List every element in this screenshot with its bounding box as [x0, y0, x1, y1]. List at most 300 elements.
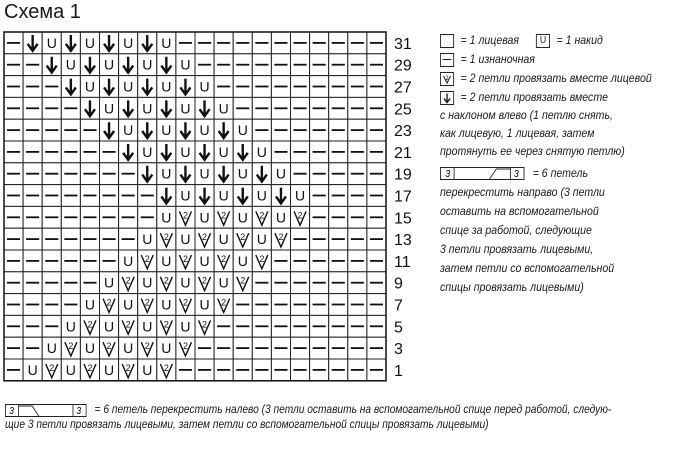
- yarn-over-mark: U: [199, 122, 210, 139]
- chart-cell: [329, 272, 348, 294]
- chart-cell: [367, 272, 386, 294]
- chart-cell: [310, 272, 329, 294]
- chart-cell: [4, 76, 23, 98]
- yarn-over-mark: U: [218, 231, 229, 248]
- chart-cell: [367, 228, 386, 250]
- yarn-over-mark: U: [218, 100, 229, 117]
- chart-cell: [42, 163, 61, 185]
- chart-cell: [252, 97, 271, 119]
- chart-cell: [348, 76, 367, 98]
- k2tog-count: 2: [182, 253, 188, 264]
- chart-cell: [195, 228, 214, 250]
- chart-cell: [195, 54, 214, 76]
- legend-k2tog-left: = 2 петли провязать вместе: [440, 90, 608, 105]
- chart-cell: [61, 359, 80, 381]
- chart-cell: [271, 119, 290, 141]
- chart-cell: [329, 141, 348, 163]
- k2tog-count: 2: [297, 210, 303, 221]
- chart-cell: [42, 185, 61, 207]
- chart-cell: [61, 141, 80, 163]
- chart-cell: [176, 359, 195, 381]
- chart-cell: [195, 294, 214, 316]
- yarn-over-mark: U: [180, 56, 191, 73]
- yarn-over-mark: U: [180, 143, 191, 160]
- chart-cell: [23, 206, 42, 228]
- chart-cell: [367, 32, 386, 54]
- yarn-over-mark: U: [46, 340, 57, 357]
- knit-symbol-icon: [440, 34, 454, 48]
- chart-cell: [23, 76, 42, 98]
- k2tog-count: 2: [125, 362, 131, 373]
- yarn-over-mark: U: [123, 34, 134, 51]
- row-label: 19: [394, 166, 412, 184]
- yarn-over-mark: U: [294, 187, 306, 204]
- chart-cell: [4, 141, 23, 163]
- yarn-over-mark: U: [199, 78, 210, 95]
- chart-cell: [176, 315, 195, 337]
- yarn-over-mark: U: [237, 165, 248, 182]
- chart-cell: [348, 359, 367, 381]
- chart-cell: [80, 315, 99, 337]
- chart-cell: [271, 185, 290, 207]
- yarn-over-mark: U: [180, 231, 191, 248]
- yarn-over-mark: U: [180, 187, 191, 204]
- chart-cell: [138, 54, 157, 76]
- chart-cell: [310, 337, 329, 359]
- chart-cell: [61, 97, 80, 119]
- chart-cell: [100, 141, 119, 163]
- chart-cell: [157, 359, 176, 381]
- chart-cell: [157, 141, 176, 163]
- chart-cell: [176, 141, 195, 163]
- chart-cell: [233, 185, 252, 207]
- chart-cell: [138, 359, 157, 381]
- chart-cell: [80, 294, 99, 316]
- chart-cell: [138, 294, 157, 316]
- chart-cell: [271, 54, 290, 76]
- cable-left-note-line2: щие 3 петли провязать лицевыми, затем петли со вспомогательной спицы провязать лицевыми): [5, 417, 489, 432]
- k2tog-count: 2: [49, 362, 55, 373]
- chart-cell: [4, 250, 23, 272]
- yarn-over-symbol-icon: U: [536, 34, 550, 48]
- chart-cell: [80, 32, 99, 54]
- legend-k2tog-left-line4: протянуть ее через снятую петлю): [440, 144, 625, 158]
- chart-cell: [329, 185, 348, 207]
- chart-cell: [214, 272, 233, 294]
- chart-cell: [214, 206, 233, 228]
- yarn-over-mark: U: [161, 165, 172, 182]
- chart-cell: [271, 141, 290, 163]
- chart-cell: [4, 294, 23, 316]
- k2tog-count: 2: [144, 297, 150, 308]
- chart-cell: [291, 32, 310, 54]
- chart-cell: [214, 228, 233, 250]
- cable-left-symbol-icon: [5, 402, 87, 417]
- chart-cell: [233, 250, 252, 272]
- chart-cell: [214, 141, 233, 163]
- row-labels: [394, 36, 412, 380]
- row-label: 9: [394, 275, 403, 293]
- row-label: 13: [394, 232, 412, 250]
- chart-cell: [119, 32, 138, 54]
- chart-cell: [4, 97, 23, 119]
- k2tog-count: 2: [125, 275, 131, 286]
- chart-cell: [119, 315, 138, 337]
- chart-cell: [367, 163, 386, 185]
- chart-cell: [23, 294, 42, 316]
- chart-cell: [310, 359, 329, 381]
- k2tog-count: 2: [182, 341, 188, 352]
- chart-cell: [291, 272, 310, 294]
- chart-cell: [271, 163, 290, 185]
- k2tog-count: 2: [87, 362, 93, 373]
- chart-cell: [252, 163, 271, 185]
- chart-cell: [329, 250, 348, 272]
- chart-cell: [157, 119, 176, 141]
- chart-cell: [348, 228, 367, 250]
- chart-cell: [138, 97, 157, 119]
- yarn-over-mark: U: [142, 143, 153, 160]
- chart-cell: [176, 76, 195, 98]
- chart-cell: [176, 294, 195, 316]
- chart-cell: [252, 272, 271, 294]
- chart-cell: [176, 97, 195, 119]
- chart-cell: [271, 315, 290, 337]
- chart-cell: [367, 294, 386, 316]
- chart-cell: [329, 32, 348, 54]
- chart-cell: [310, 163, 329, 185]
- yarn-over-mark: U: [84, 296, 96, 313]
- chart-cell: [252, 315, 271, 337]
- chart-cell: [271, 76, 290, 98]
- chart-cell: [100, 97, 119, 119]
- chart-cell: [119, 294, 138, 316]
- chart-cell: [61, 337, 80, 359]
- yarn-over-mark: U: [180, 100, 191, 117]
- chart-cell: [291, 76, 310, 98]
- k2tog-count: 2: [202, 232, 208, 243]
- chart-cell: [157, 185, 176, 207]
- chart-cell: [176, 206, 195, 228]
- chart-cell: [310, 206, 329, 228]
- chart-cell: [4, 163, 23, 185]
- cable-right-right-count: 3: [513, 167, 519, 180]
- k2tog-count: 2: [87, 319, 93, 330]
- legend-cable-right-line6: затем петли со вспомогательной: [440, 261, 615, 275]
- chart-cell: [23, 141, 42, 163]
- chart-cell: [80, 337, 99, 359]
- chart-cell: [310, 228, 329, 250]
- yarn-over-mark: U: [161, 209, 172, 226]
- chart-cell: [348, 206, 367, 228]
- chart-cell: [195, 206, 214, 228]
- chart-cell: [271, 359, 290, 381]
- chart-cell: [252, 76, 271, 98]
- legend-cable-right-line4: спице за работой, следующие: [440, 223, 592, 237]
- chart-cell: [348, 294, 367, 316]
- chart-cell: [100, 359, 119, 381]
- chart-cell: [271, 294, 290, 316]
- chart-cell: [367, 141, 386, 163]
- chart-cell: [233, 163, 252, 185]
- chart-cell: [367, 119, 386, 141]
- yarn-over-mark: U: [199, 252, 210, 269]
- chart-cell: [367, 315, 386, 337]
- chart-cell: [176, 32, 195, 54]
- row-label: 31: [394, 35, 412, 53]
- k2tog-count: 2: [163, 319, 169, 330]
- chart-cell: [80, 163, 99, 185]
- k2tog-count: 2: [240, 275, 246, 286]
- yarn-over-mark: U: [65, 318, 76, 335]
- yarn-over-mark: U: [237, 122, 248, 139]
- chart-cell: [252, 359, 271, 381]
- chart-cell: [138, 250, 157, 272]
- chart-cell: [42, 76, 61, 98]
- chart-cell: [61, 54, 80, 76]
- yarn-over-mark: U: [142, 56, 153, 73]
- chart-cell: [367, 250, 386, 272]
- k2tog-count: 2: [240, 232, 246, 243]
- chart-cell: [100, 294, 119, 316]
- chart-cell: [138, 141, 157, 163]
- k2tog-count: 2: [163, 362, 169, 373]
- chart-cell: [23, 97, 42, 119]
- chart-cell: [291, 294, 310, 316]
- cable-left-note: [5, 402, 611, 432]
- chart-cell: [80, 228, 99, 250]
- k2tog-count: 2: [144, 253, 150, 264]
- chart-cell: [61, 315, 80, 337]
- k2tog-left-symbol-icon: [440, 91, 454, 105]
- chart-cell: [348, 32, 367, 54]
- cable-left-note-line1: 3 3 = 6 петель перекрестить налево (3 петли оставить на вспомогательной спице перед работой, следую-: [5, 402, 611, 417]
- chart-cell: [119, 119, 138, 141]
- chart-cell: [157, 250, 176, 272]
- chart-cell: [367, 359, 386, 381]
- yarn-over-mark: U: [142, 318, 153, 335]
- chart-cell: [80, 54, 99, 76]
- chart-cell: [4, 359, 23, 381]
- chart-cell: [233, 228, 252, 250]
- row-label: 5: [394, 319, 403, 337]
- svg-text:2: 2: [445, 75, 449, 82]
- chart-cell: [80, 97, 99, 119]
- chart-cell: [80, 76, 99, 98]
- legend-purl: = 1 изнаночная: [440, 52, 535, 67]
- chart-cell: [23, 185, 42, 207]
- chart-cell: [119, 141, 138, 163]
- cable-left-right-count: 3: [76, 405, 82, 416]
- yarn-over-mark: U: [218, 187, 229, 204]
- row-label: 21: [394, 144, 412, 162]
- yarn-over-mark: U: [256, 143, 267, 160]
- k2tog-count: 2: [202, 319, 208, 330]
- chart-cell: [214, 250, 233, 272]
- chart-cell: [348, 141, 367, 163]
- chart-cell: [329, 228, 348, 250]
- k2tog-symbol-icon: [440, 72, 454, 86]
- chart-cell: [119, 337, 138, 359]
- chart-cell: [61, 185, 80, 207]
- chart-cell: [214, 76, 233, 98]
- chart-cell: [310, 250, 329, 272]
- chart-cell: [252, 141, 271, 163]
- chart-cell: [61, 294, 80, 316]
- yarn-over-mark: U: [103, 56, 115, 73]
- yarn-over-mark: U: [123, 122, 134, 139]
- chart-cell: [119, 206, 138, 228]
- chart-cell: [4, 272, 23, 294]
- chart-cell: [100, 228, 119, 250]
- yarn-over-mark: U: [46, 34, 57, 51]
- yarn-over-mark: U: [103, 361, 115, 378]
- chart-cell: [42, 141, 61, 163]
- chart-cell: [233, 32, 252, 54]
- chart-cell: [291, 250, 310, 272]
- chart-cell: [4, 185, 23, 207]
- k2tog-count: 2: [125, 319, 131, 330]
- chart-cell: [233, 206, 252, 228]
- chart-cell: [291, 337, 310, 359]
- chart-cell: [176, 272, 195, 294]
- chart-cell: [80, 359, 99, 381]
- chart-cell: [119, 97, 138, 119]
- chart-cell: [80, 119, 99, 141]
- cable-right-left-count: 3: [445, 167, 451, 180]
- row-label: 27: [394, 79, 412, 97]
- chart-cell: [233, 76, 252, 98]
- chart-cell: [4, 206, 23, 228]
- chart-cell: [80, 272, 99, 294]
- chart-cell: [252, 206, 271, 228]
- chart-cell: [233, 141, 252, 163]
- chart-cell: [157, 163, 176, 185]
- chart-cell: [214, 97, 233, 119]
- chart-cell: [100, 119, 119, 141]
- yarn-over-mark: U: [103, 100, 115, 117]
- chart-cell: [291, 315, 310, 337]
- yarn-over-mark: U: [142, 361, 153, 378]
- purl-symbol-icon: [440, 53, 454, 67]
- k2tog-count: 2: [259, 253, 265, 264]
- chart-cell: [23, 228, 42, 250]
- row-label: 1: [394, 362, 403, 380]
- row-label: 25: [394, 101, 412, 119]
- chart-cell: [252, 228, 271, 250]
- chart-cell: [310, 32, 329, 54]
- chart-title: Схема 1: [4, 1, 81, 23]
- chart-cell: [176, 337, 195, 359]
- chart-cell: [61, 228, 80, 250]
- chart-cell: [195, 141, 214, 163]
- chart-cell: [271, 32, 290, 54]
- chart-cell: [61, 250, 80, 272]
- chart-cell: [176, 54, 195, 76]
- chart-cell: [42, 32, 61, 54]
- yarn-over-mark: U: [256, 187, 267, 204]
- chart-cell: [157, 32, 176, 54]
- chart-cell: [157, 97, 176, 119]
- k2tog-count: 2: [163, 232, 169, 243]
- yarn-over-mark: U: [123, 78, 134, 95]
- yarn-over-mark: U: [27, 361, 38, 378]
- chart-cell: [138, 185, 157, 207]
- row-label: 7: [394, 297, 403, 315]
- chart-cell: [271, 250, 290, 272]
- chart-cell: [252, 185, 271, 207]
- chart-cell: [100, 163, 119, 185]
- chart-cell: [348, 97, 367, 119]
- k2tog-count: 2: [221, 253, 227, 264]
- yarn-over-mark: U: [142, 100, 153, 117]
- chart-cell: [61, 206, 80, 228]
- chart-cell: [100, 337, 119, 359]
- chart-cell: [310, 294, 329, 316]
- chart-cell: [367, 76, 386, 98]
- chart-cell: [252, 54, 271, 76]
- chart-cell: [195, 359, 214, 381]
- chart-cell: [271, 272, 290, 294]
- yarn-over-mark: U: [218, 274, 229, 291]
- k2tog-count: 2: [278, 232, 284, 243]
- chart-cell: [348, 119, 367, 141]
- chart-cell: [233, 315, 252, 337]
- chart-cell: [23, 250, 42, 272]
- chart-cell: [195, 315, 214, 337]
- chart-cell: [61, 32, 80, 54]
- cable-right-symbol-icon: [440, 167, 524, 180]
- chart-cell: [367, 206, 386, 228]
- chart-cell: [23, 359, 42, 381]
- row-label: 17: [394, 188, 412, 206]
- chart-cell: [214, 185, 233, 207]
- chart-cell: [42, 228, 61, 250]
- chart-cell: [138, 76, 157, 98]
- chart-cell: [271, 228, 290, 250]
- legend-k2tog: 2 = 2 петли провязать вместе лицевой: [440, 71, 652, 86]
- chart-cell: [23, 337, 42, 359]
- chart-cell: [310, 141, 329, 163]
- chart-cell: [80, 185, 99, 207]
- yarn-over-mark: U: [84, 34, 96, 51]
- chart-cell: [233, 359, 252, 381]
- chart-cell: [233, 272, 252, 294]
- chart-cell: [42, 294, 61, 316]
- chart-cell: [157, 76, 176, 98]
- chart-cell: [42, 315, 61, 337]
- chart-cell: [329, 97, 348, 119]
- chart-cell: [80, 141, 99, 163]
- yarn-over-mark: U: [65, 361, 76, 378]
- yarn-over-mark: U: [65, 56, 76, 73]
- chart-cell: [176, 228, 195, 250]
- yarn-over-mark: U: [180, 274, 191, 291]
- chart-cell: [119, 185, 138, 207]
- k2tog-count: 2: [106, 297, 112, 308]
- chart-cell: [252, 294, 271, 316]
- chart-cell: [310, 76, 329, 98]
- chart-cell: [100, 206, 119, 228]
- chart-cell: [61, 163, 80, 185]
- chart-cell: [157, 54, 176, 76]
- chart-cell: [119, 272, 138, 294]
- yarn-over-mark: U: [237, 252, 248, 269]
- chart-cell: [195, 76, 214, 98]
- chart-cell: [100, 315, 119, 337]
- row-label: 23: [394, 123, 412, 141]
- chart-cell: [214, 119, 233, 141]
